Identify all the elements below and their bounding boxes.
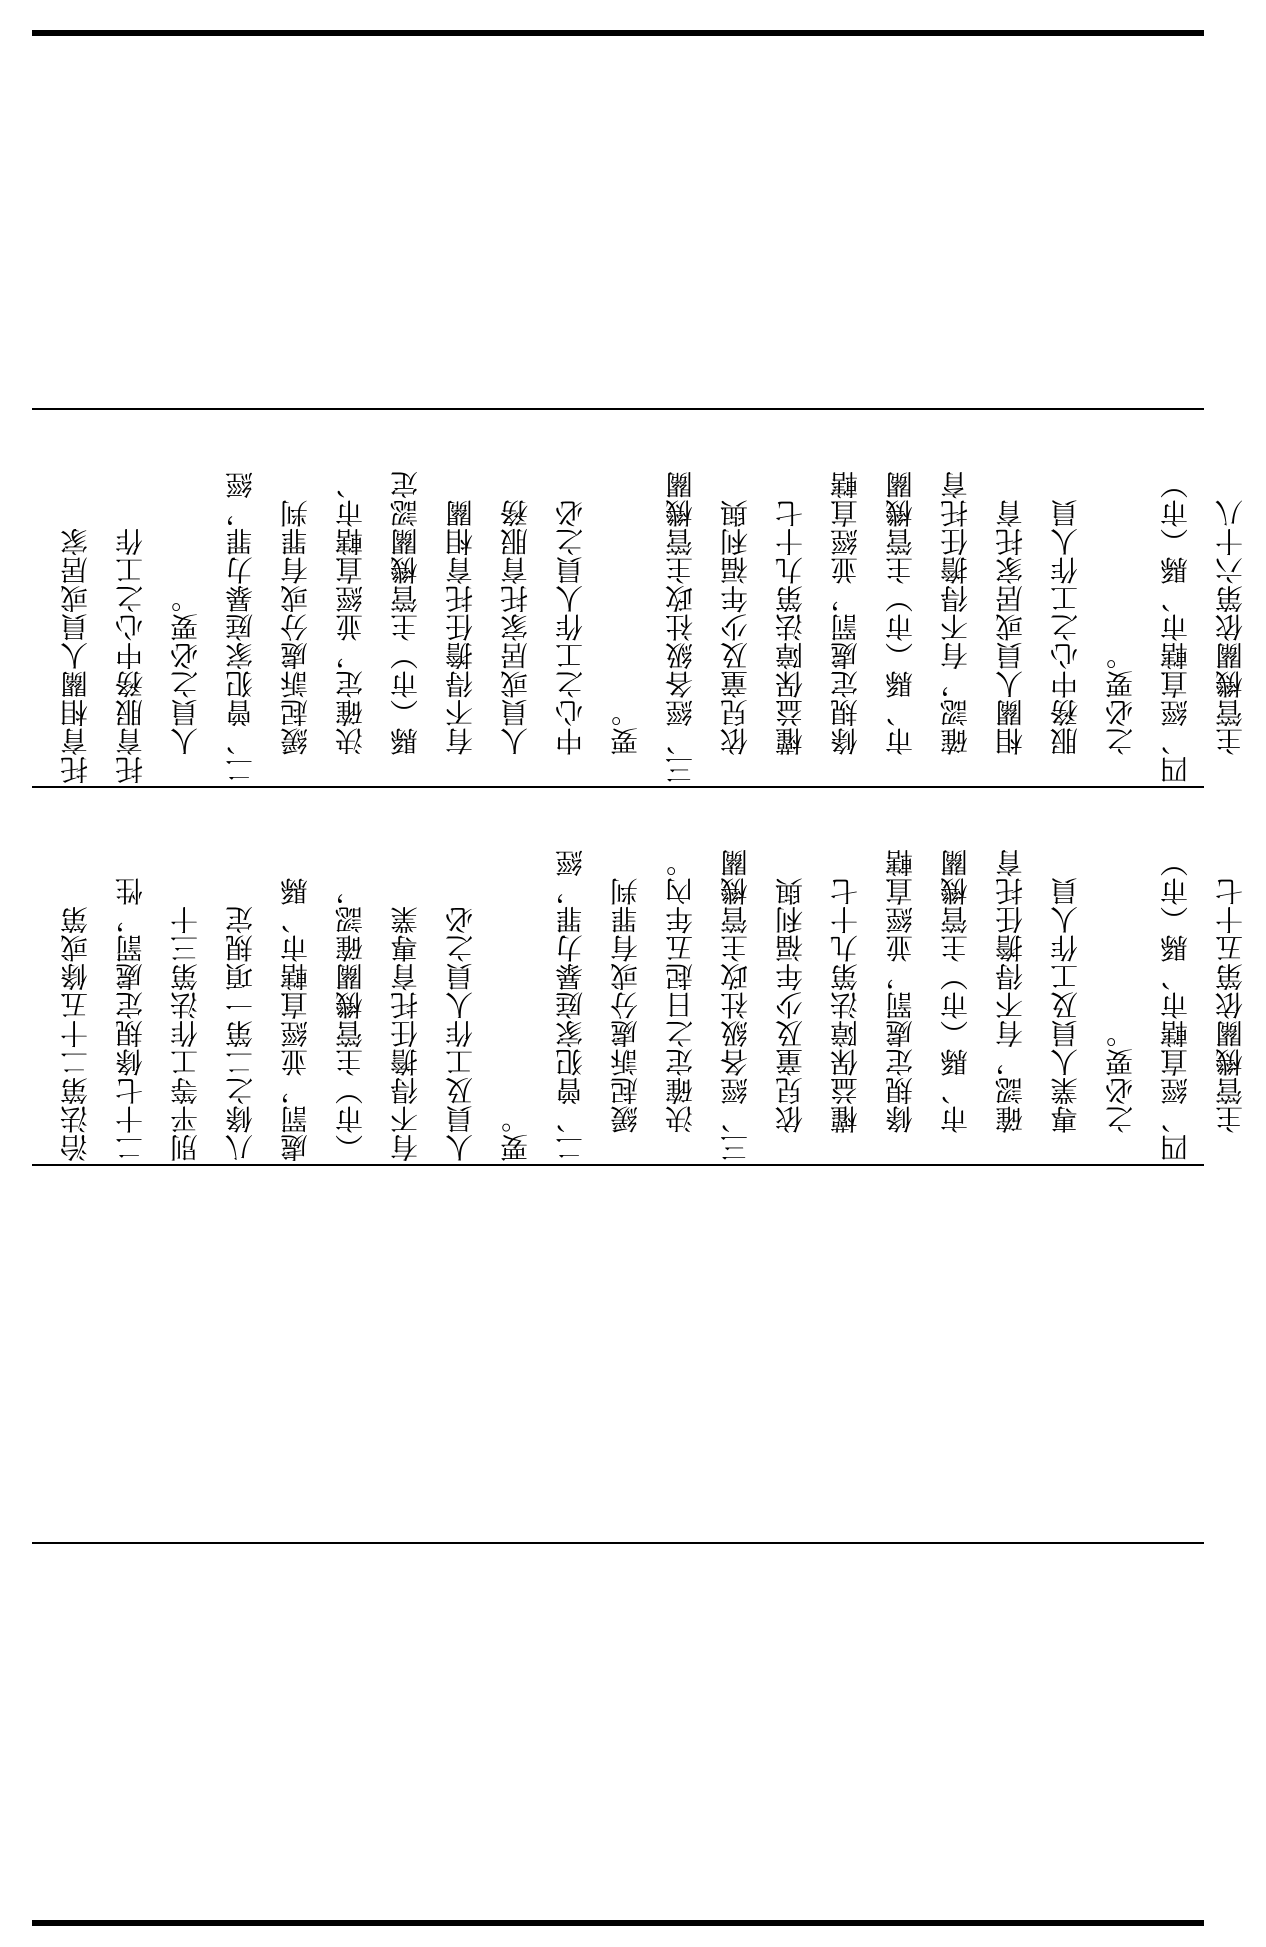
text-line: 二、曾犯家庭暴力罪，經 xyxy=(554,848,587,1162)
text-line: 人員或居家托育服務 xyxy=(499,499,532,784)
text-line: 有不得擔任托育專業 xyxy=(389,905,422,1162)
text-line: 二、曾犯家庭暴力罪，經 xyxy=(224,470,257,784)
text-line: 之必要。 xyxy=(1104,1019,1137,1162)
text-line: 有不得擔任托育相關 xyxy=(444,499,477,784)
text-line: 依兒童及少年福利與 xyxy=(774,877,807,1162)
text-line: 權益保障法第九十七 xyxy=(829,877,862,1162)
text-line: 主管機關依第六十八 xyxy=(1214,499,1247,784)
text-line: 主管機關依第五十七 xyxy=(1214,877,1247,1162)
text-line: 確認，有不得擔任托育 xyxy=(994,848,1027,1162)
text-line: 條規定處罰，並經直轄 xyxy=(829,470,862,784)
text-line: 服務中心之工作人員 xyxy=(1049,499,1082,784)
row-divider xyxy=(32,786,1204,788)
text-line: 四、經直轄市、縣（市） xyxy=(1159,470,1192,784)
text-line: 縣（市）主管機關認定 xyxy=(389,470,422,784)
text-line: 八條之二第一項規定 xyxy=(224,905,257,1162)
text-line: 決確定之日起五年內。 xyxy=(664,848,697,1162)
row-divider xyxy=(32,1542,1204,1544)
text-line: 確認，有不得擔任托育 xyxy=(939,470,972,784)
text-line: （市）主管機關確認， xyxy=(334,877,367,1162)
text-line: 治法第二十五條或第 xyxy=(59,905,92,1162)
text-line: 相關人員或居家托育 xyxy=(994,499,1027,784)
text-line: 要。 xyxy=(609,698,642,784)
table-cell-current xyxy=(48,790,1247,1162)
text-line: 中心之工作人員之必 xyxy=(554,499,587,784)
text-line: 別平等工作法第三十 xyxy=(169,905,202,1162)
row-divider xyxy=(32,1164,1204,1166)
bottom-rule xyxy=(32,1920,1204,1926)
text-line: 托育相關人員或居家 xyxy=(59,527,92,784)
table-cell-amended xyxy=(48,412,1247,784)
text-line: 三、經各級社政主管機關 xyxy=(664,470,697,784)
text-line: 緩起訴處分或有罪判 xyxy=(609,877,642,1162)
text-line: 緩起訴處分或有罪判 xyxy=(279,499,312,784)
text-line: 決確定，並經直轄市、 xyxy=(334,470,367,784)
text-line: 依兒童及少年福利與 xyxy=(719,499,752,784)
text-line: 二十七條規定處罰，性 xyxy=(114,877,147,1162)
text-line: 三、經各級社政主管機關 xyxy=(719,848,752,1162)
text-line: 市、縣（市）主管機關 xyxy=(939,848,972,1162)
text-line: 權益保障法第九十七 xyxy=(774,499,807,784)
text-line: 人員及工作人員之必 xyxy=(444,905,477,1162)
current-text xyxy=(48,790,1247,1162)
text-line: 專業人員及工作人員 xyxy=(1049,877,1082,1162)
top-rule xyxy=(32,30,1204,36)
row-divider xyxy=(32,408,1204,410)
amended-text xyxy=(48,412,1247,784)
text-line: 條規定處罰，並經直轄 xyxy=(884,848,917,1162)
text-line: 處罰，並經直轄市、縣 xyxy=(279,877,312,1162)
text-line: 要。 xyxy=(499,1105,532,1162)
text-line: 四、經直轄市、縣（市） xyxy=(1159,848,1192,1162)
text-line: 托育服務中心之工作 xyxy=(114,527,147,784)
text-line: 人員之必要。 xyxy=(169,584,202,784)
text-line: 市、縣（市）主管機關 xyxy=(884,470,917,784)
text-line: 之必要。 xyxy=(1104,641,1137,784)
